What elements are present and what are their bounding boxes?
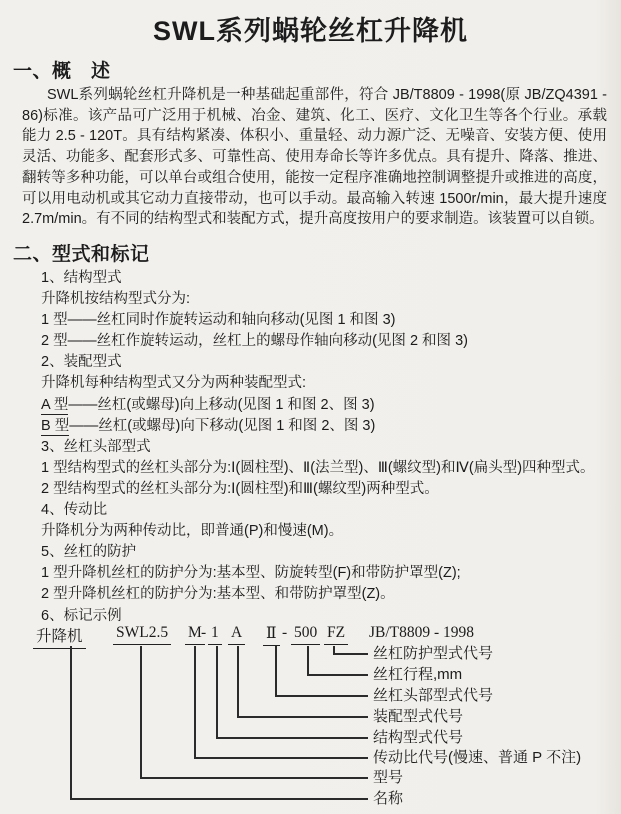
list-item: 3、丝杠头部型式 (41, 438, 151, 455)
list-item: 升降机按结构型式分为: (41, 291, 191, 308)
list-item: 4、传动比 (41, 502, 108, 519)
connector-line (275, 695, 368, 697)
list-item: 1 型——丝杠同时作旋转运动和轴向移动(见图 1 和图 3) (41, 312, 396, 329)
marking-code-head: Ⅱ (263, 624, 280, 646)
connector-line (275, 646, 277, 696)
marking-standard-number: JB/T8809 - 1998 (369, 624, 475, 641)
section-types-heading: 二、型式和标记 (13, 244, 150, 265)
section-overview-heading: 一、概 述 (13, 61, 111, 82)
connector-line (140, 777, 368, 779)
connector-line (307, 674, 368, 676)
connector-line (194, 757, 368, 759)
connector-line (216, 737, 368, 739)
marking-label-assembly: 装配型式代号 (373, 708, 464, 725)
connector-line (140, 646, 142, 778)
marking-label-ratio: 传动比代号(慢速、普通 P 不注) (373, 749, 582, 766)
marking-code-travel: 500 (291, 624, 320, 645)
connector-line (307, 646, 309, 675)
overview-paragraph: SWL系列蜗轮丝杠升降机是一种基础起重部件，符合 JB/T8809 - 1998(原 JB/ZQ4391 - 86)标准。该产品可广泛用于机械、冶金、建筑、化工、医疗、文化卫生等各个行业。承载能力 2.5 - 120T。具有结构紧凑、体积小、重量轻、动力源广泛、无噪音、安装方便、使用灵活、功能多、配套形式多、可靠性高、使用寿命长等许多优点。具有提升、降落、推进、翻转等多种功能，可以单台或组合使用，能按一定程序准确地控制调整提升或推进的高度，可以用电动机或其它动力直接带动，也可以手动。最高输入转速 1500r/min，最大提升速度 2.7m/min。有不同的结构型式和装配方式，提升高度按用户的要求制造。该装置可以自锁。 (22, 87, 607, 228)
list-item: 2 型——丝杠作旋转运动，丝杠上的螺母作轴向移动(见图 2 和图 3) (41, 333, 468, 350)
connector-line (194, 646, 196, 758)
marking-label-head-type: 丝杠头部型式代号 (373, 687, 494, 704)
marking-label-structure: 结构型式代号 (373, 729, 464, 746)
marking-dash: - (282, 624, 288, 641)
list-item: 1 型升降机丝杠的防护分为:基本型、防旋转型(F)和带防护罩型(Z); (41, 565, 461, 582)
list-item: 1 型结构型式的丝杠头部分为:Ⅰ(圆柱型)、Ⅱ(法兰型)、Ⅲ(螺纹型)和Ⅳ(扁头型)四种型式。 (41, 459, 595, 476)
connector-line (333, 653, 368, 655)
marking-label-model: 型号 (373, 769, 404, 786)
list-item: B 型——丝杠(或螺母)向下移动(见图 1 和图 2、图 3) (41, 417, 376, 434)
list-item: A 型——丝杠(或螺母)向上移动(见图 1 和图 2、图 3) (41, 396, 375, 413)
marking-code-structure: 1 (208, 624, 222, 645)
marking-code-protection: FZ (324, 624, 348, 645)
list-item: 2、装配型式 (41, 354, 122, 371)
list-item: 2 型结构型式的丝杠头部分为:Ⅰ(圆柱型)和Ⅲ(螺纹型)两种型式。 (41, 480, 439, 497)
marking-code-name: 升降机 (33, 624, 86, 649)
connector-line (237, 716, 368, 718)
marking-label-travel: 丝杠行程,mm (373, 666, 463, 683)
list-item: 6、标记示例 (41, 607, 122, 624)
connector-line (70, 798, 368, 800)
marking-code-ratio: M (185, 624, 205, 645)
marking-label-name: 名称 (373, 790, 404, 807)
marking-code-model: SWL2.5 (113, 624, 171, 645)
connector-line (70, 646, 72, 799)
list-item: 5、丝杠的防护 (41, 544, 137, 561)
document-title: SWL系列蜗轮丝杠升降机 (153, 16, 468, 46)
list-item: 升降机每种结构型式又分为两种装配型式: (41, 375, 307, 392)
marking-code-assembly: A (228, 624, 245, 645)
list-item: 2 型升降机丝杠的防护分为:基本型、和带防护罩型(Z)。 (41, 586, 395, 603)
connector-line (237, 646, 239, 717)
list-item: 升降机分为两种传动比，即普通(P)和慢速(M)。 (41, 523, 344, 540)
connector-line (216, 646, 218, 738)
marking-dash: - (201, 624, 207, 641)
list-item: 1、结构型式 (41, 270, 122, 286)
marking-label-protection: 丝杠防护型式代号 (373, 645, 494, 662)
